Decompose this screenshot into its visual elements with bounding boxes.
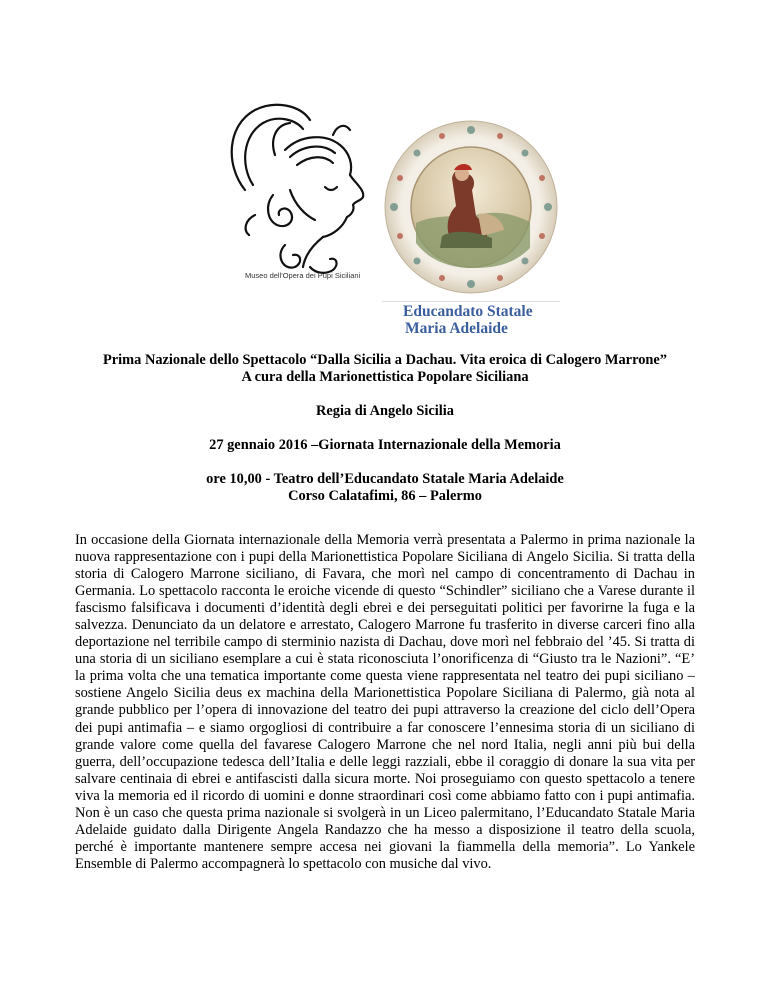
divider [382, 301, 560, 302]
director: Regia di Angelo Sicilia [316, 403, 454, 419]
puppet-warrior-icon [215, 95, 390, 285]
date-line: 27 gennaio 2016 –Giornata Internazionale della Memoria [209, 437, 561, 453]
venue-block [60, 471, 710, 505]
title-line1: Prima Nazionale dello Spettacolo “Dalla Sicilia a Dachau. Vita eroica di Calogero Marrone” [103, 352, 667, 368]
title-block [60, 352, 710, 386]
school-plate-logo [382, 118, 560, 296]
museum-caption: Museo dell'Opera dei Pupi Siciliani [245, 271, 361, 280]
decorated-plate-icon [382, 118, 560, 296]
venue-line2: Corso Calatafimi, 86 – Palermo [288, 488, 482, 504]
title-line2: A cura della Marionettistica Popolare Siciliana [241, 369, 529, 385]
event-heading [60, 352, 710, 522]
school-name-line2: Maria Adelaide [405, 320, 508, 337]
school-name [403, 303, 533, 337]
body-paragraph: In occasione della Giornata internazionale della Memoria verrà presentata a Palermo in prima nazionale la nuova rappresentazione con i pupi della Marionettistica Popolare Siciliana di Angelo Sicilia. Si tratta della storia di Calogero Marrone siciliano, di Favara, che morì nel campo di concentramento di Dachau in Germania. Lo spettacolo racconta le eroiche vicende di questo “Schindler” siciliano che a Varese durante il fascismo falsificava i documenti d’identità degli ebrei e dei perseguitati politici per favorirne la fuga e la salvezza. Denunciato da un delatore e arrestato, Calogero Marrone fu trasferito in diverse carceri fino alla deportazione nel terribile campo di sterminio nazista di Dachau, dove morì nel febbraio del ’45. Si tratta di una storia di un siciliano esemplare a cui è stata riconosciuta l’onorificenza di “Giusto tra le Nazioni”. “E’ la prima volta che una tematica importante come questa viene rappresentata nel teatro dei pupi siciliano – sostiene Angelo Sicilia deus ex machina della Marionettistica Popolare Siciliana di Palermo, già nota al grande pubblico per l’opera di innovazione del teatro dei pupi attraverso la creazione del ciclo dell’Opera dei pupi antimafia – e siamo orgogliosi di contribuire a far conoscere l’ennesima storia di un siciliano di grande valore come quella del favarese Calogero Marrone che nel nord Italia, negli anni più bui della guerra, dell’occupazione tedesca dell’Italia e delle leggi razziali, ebbe il coraggio di donare la sua vita per salvare centinaia di ebrei e antifascisti dalla sicura morte. Noi proseguiamo con questo spettacolo a tenere viva la memoria ed il ricordo di uomini e donne straordinari così come abbiamo fatto con i pupi antimafia. Non è un caso che questa prima nazionale si svolgerà in un Liceo palermitano, l’Educandato Statale Maria Adelaide guidato dalla Dirigente Angela Randazzo che ha messo a disposizione il teatro della scuola, perché è importante mantenere sempre accesa nei giovani la fiammella della memoria”. Lo Yankele Ensemble di Palermo accompagnerà lo spettacolo con musiche dal vivo. [75, 532, 695, 872]
venue-line1: ore 10,00 - Teatro dell’Educandato Statale Maria Adelaide [206, 471, 564, 487]
museum-logo [215, 95, 390, 285]
school-name-line1: Educandato Statale [403, 303, 533, 320]
